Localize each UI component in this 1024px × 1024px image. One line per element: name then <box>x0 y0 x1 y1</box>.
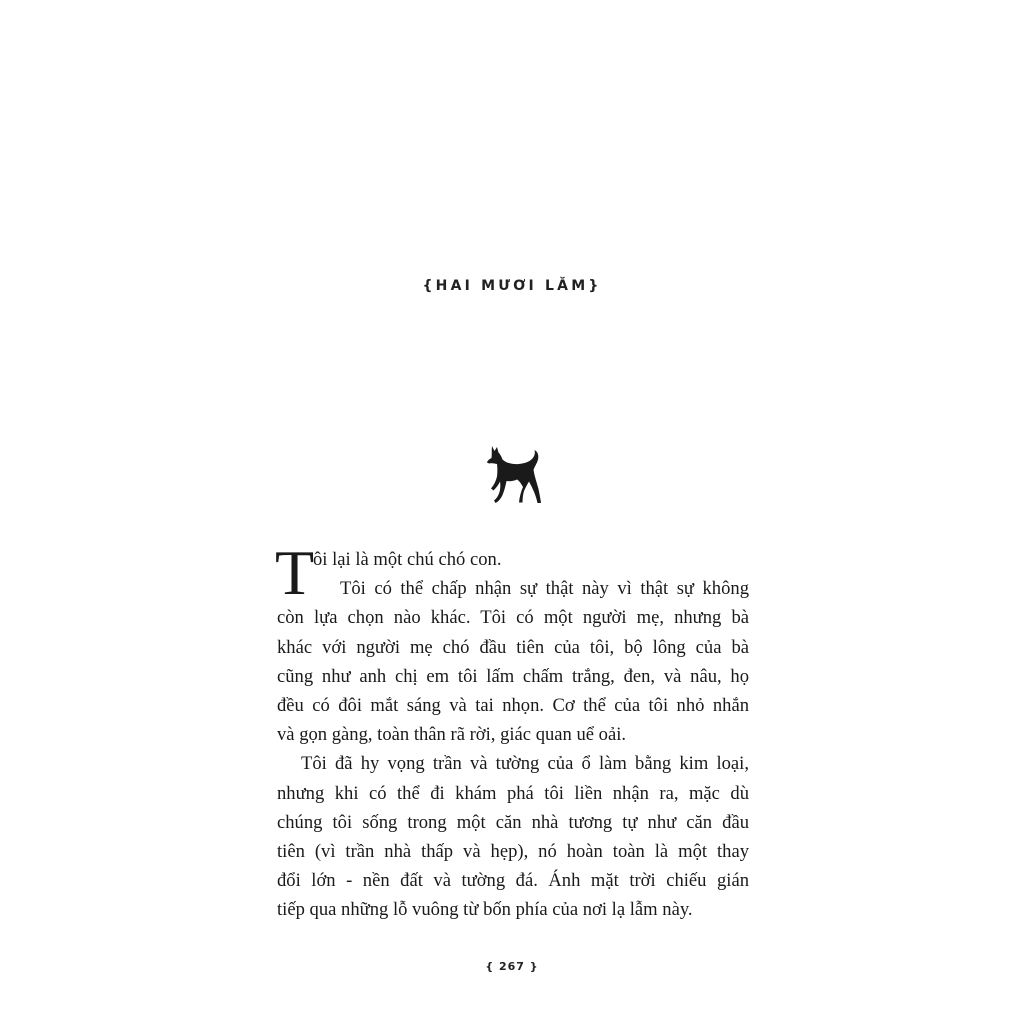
text-line: ôi lại là một chú chó con. <box>313 549 502 570</box>
text-line: đều có đôi mắt sáng và tai nhọn. Cơ thể của tôi nhỏ nhắn <box>277 695 749 717</box>
drop-cap: T <box>275 537 315 608</box>
page-number: { 267 } <box>485 960 539 973</box>
text-line: còn lựa chọn nào khác. Tôi có một người mẹ, nhưng bà <box>277 607 749 629</box>
dog-silhouette-icon <box>486 445 542 505</box>
text-line: cũng như anh chị em tôi lấm chấm trắng, đen, và nâu, họ <box>277 665 749 687</box>
text-line: chúng tôi sống trong một căn nhà tương tự như căn đầu <box>277 811 749 833</box>
text-line: nhưng khi có thể đi khám phá tôi liền nhận ra, mặc dù <box>277 782 749 804</box>
text-line: khác với người mẹ chó đầu tiên của tôi, bộ lông của bà <box>277 636 749 658</box>
text-line: tiên (vì trần nhà thấp và hẹp), nó hoàn toàn là một thay <box>277 841 749 863</box>
chapter-body <box>275 537 749 925</box>
chapter-title: {HAI MƯƠI LĂM} <box>422 278 602 294</box>
text-line: và gọn gàng, toàn thân rã rời, giác quan uể oải. <box>277 724 627 746</box>
text-line: đổi lớn - nền đất và tường đá. Ánh mặt trời chiếu gián <box>277 870 749 892</box>
text-line: Tôi có thể chấp nhận sự thật này vì thật sự không <box>340 578 749 600</box>
text-line: Tôi đã hy vọng trần và tường của ổ làm bằng kim loại, <box>301 753 749 775</box>
text-line: tiếp qua những lỗ vuông từ bốn phía của nơi lạ lẫm này. <box>277 899 693 921</box>
